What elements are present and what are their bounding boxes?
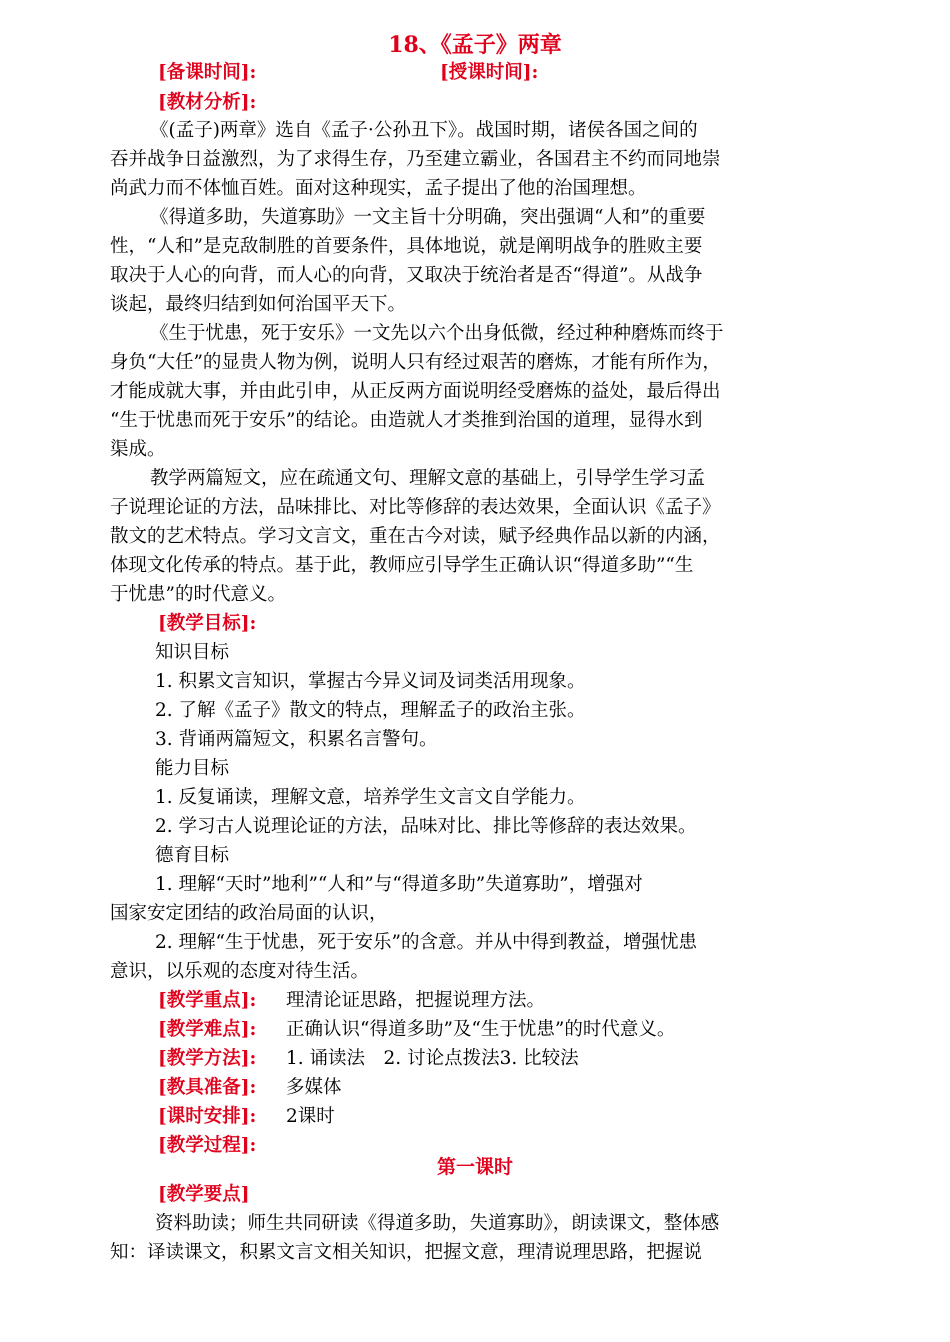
analysis-line: “生于忧患而死于安乐”的结论。由造就人才类推到治国的道理，显得水到 [110, 410, 703, 431]
key-label: [教学重点]: [158, 990, 257, 1011]
knowledge-heading: 知识目标 [155, 642, 230, 663]
analysis-line: 才能成就大事，并由此引申，从正反两方面说明经受磨炼的益处，最后得出 [110, 381, 721, 402]
analysis-line: 《生于忧患，死于安乐》一文先以六个出身低微，经过种种磨炼而终于 [150, 323, 724, 344]
tools-text: 多媒体 [286, 1077, 342, 1098]
analysis-line: 《(孟子)两章》选自《孟子·公孙丑下》。战国时期，诸侯各国之间的 [150, 120, 698, 141]
analysis-label: [教材分析]: [158, 92, 257, 113]
points-line: 资料助读；师生共同研读《得道多助，失道寡助》，朗读课文，整体感 [155, 1213, 720, 1234]
tools-label: [教具准备]: [158, 1077, 257, 1098]
key-text: 理清论证思路，把握说理方法。 [286, 990, 546, 1011]
moral-line: 2. 理解“生于忧患，死于安乐”的含意。并从中得到教益，增强忧患 [155, 932, 697, 953]
page-title: 18、《孟子》两章 [388, 32, 562, 58]
difficulty-label: [教学难点]: [158, 1019, 257, 1040]
points-label: [教学要点] [158, 1184, 250, 1205]
analysis-line: 子说理论证的方法，品味排比、对比等修辞的表达效果，全面认识《孟子》 [110, 497, 721, 518]
ability-item: 1. 反复诵读，理解文意，培养学生文言文自学能力。 [155, 787, 586, 808]
knowledge-item: 3. 背诵两篇短文，积累名言警句。 [155, 729, 438, 750]
hours-text: 2课时 [286, 1106, 335, 1127]
process-label: [教学过程]: [158, 1135, 257, 1156]
moral-line: 1. 理解“天时”地利”“人和”与“得道多助”失道寡助”，增强对 [155, 874, 643, 895]
analysis-line: 散文的艺术特点。学习文言文，重在古今对读，赋予经典作品以新的内涵， [110, 526, 721, 547]
moral-heading: 德育目标 [155, 845, 230, 866]
knowledge-item: 1. 积累文言知识，掌握古今异义词及词类活用现象。 [155, 671, 586, 692]
moral-line: 国家安定团结的政治局面的认识， [110, 903, 388, 924]
goals-label: [教学目标]: [158, 613, 257, 634]
teach-time-label: [授课时间]: [440, 62, 539, 83]
analysis-line: 谈起，最终归结到如何治国平天下。 [110, 294, 407, 315]
analysis-line: 取决于人心的向背，而人心的向背，又取决于统治者是否“得道”。从战争 [110, 265, 703, 286]
points-line: 知：译读课文，积累文言文相关知识，把握文意，理清说理思路，把握说 [110, 1242, 703, 1263]
first-lesson-heading: 第一课时 [436, 1156, 513, 1178]
analysis-line: 体现文化传承的特点。基于此，教师应引导学生正确认识“得道多助”“生 [110, 555, 694, 576]
analysis-line: 《得道多助，失道寡助》一文主旨十分明确，突出强调“人和”的重要 [150, 207, 706, 228]
knowledge-item: 2. 了解《孟子》散文的特点，理解孟子的政治主张。 [155, 700, 586, 721]
prep-time-label: [备课时间]: [158, 62, 257, 83]
analysis-line: 渠成。 [110, 439, 166, 460]
analysis-line: 教学两篇短文，应在疏通文句、理解文意的基础上，引导学生学习孟 [150, 468, 706, 489]
analysis-line: 性，“人和”是克敌制胜的首要条件，具体地说，就是阐明战争的胜败主要 [110, 236, 703, 257]
analysis-line: 尚武力而不体恤百姓。面对这种现实，孟子提出了他的治国理想。 [110, 178, 647, 199]
analysis-line: 吞并战争日益激烈，为了求得生存，乃至建立霸业，各国君主不约而同地崇 [110, 149, 721, 170]
analysis-line: 于忧患”的时代意义。 [110, 584, 286, 605]
ability-heading: 能力目标 [155, 758, 230, 779]
hours-label: [课时安排]: [158, 1106, 257, 1127]
method-text: 1. 诵读法 2. 讨论点拨法3. 比较法 [286, 1048, 579, 1069]
ability-item: 2. 学习古人说理论证的方法，品味对比、排比等修辞的表达效果。 [155, 816, 697, 837]
analysis-line: 身负“大任”的显贵人物为例，说明人只有经过艰苦的磨炼，才能有所作为， [110, 352, 721, 373]
moral-line: 意识，以乐观的态度对待生活。 [110, 961, 370, 982]
method-label: [教学方法]: [158, 1048, 257, 1069]
difficulty-text: 正确认识“得道多助”及“生于忧患”的时代意义。 [286, 1019, 676, 1040]
